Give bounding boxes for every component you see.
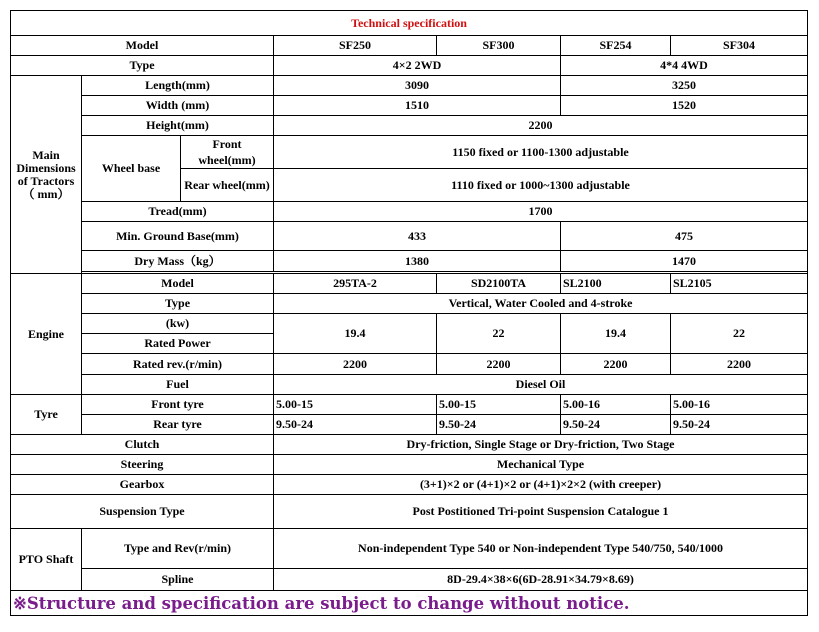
- engine-model-4: SL2105: [671, 274, 808, 294]
- label-engine-type: Type: [82, 294, 274, 314]
- label-front-tyre: Front tyre: [82, 395, 274, 415]
- model-sf254: SF254: [561, 36, 671, 56]
- engine-model-2: SD2100TA: [437, 274, 561, 294]
- model-sf250: SF250: [274, 36, 437, 56]
- front-wheelbase-value: 1150 fixed or 1100-1300 adjustable: [274, 136, 808, 169]
- label-tyre: Tyre: [11, 395, 82, 435]
- fuel-value: Diesel Oil: [274, 375, 808, 395]
- rear-tyre-1: 9.50-24: [274, 415, 437, 435]
- table-title: Technical specification: [11, 11, 808, 36]
- label-kw: (kw): [82, 314, 274, 334]
- rev-3: 2200: [561, 354, 671, 375]
- power-1: 19.4: [274, 314, 437, 354]
- clutch-value: Dry-friction, Single Stage or Dry-friction, Two Stage: [274, 435, 808, 455]
- dry-mass-2wd: 1380: [274, 251, 561, 272]
- rev-2: 2200: [437, 354, 561, 375]
- steering-value: Mechanical Type: [274, 455, 808, 475]
- label-tread: Tread(mm): [82, 202, 274, 222]
- label-engine: Engine: [11, 274, 82, 395]
- rear-tyre-4: 9.50-24: [671, 415, 808, 435]
- label-rated-rev: Rated rev.(r/min): [82, 354, 274, 375]
- model-sf304: SF304: [671, 36, 808, 56]
- label-width: Width (mm): [82, 96, 274, 116]
- front-tyre-3: 5.00-16: [561, 395, 671, 415]
- front-tyre-1: 5.00-15: [274, 395, 437, 415]
- front-tyre-4: 5.00-16: [671, 395, 808, 415]
- pto-rev-value: Non-independent Type 540 or Non-independent Type 540/750, 540/1000: [274, 529, 808, 569]
- label-length: Length(mm): [82, 76, 274, 96]
- length-2wd: 3090: [274, 76, 561, 96]
- ground-base-2wd: 433: [274, 222, 561, 251]
- spline-value: 8D-29.4×38×6(6D-28.91×34.79×8.69): [274, 569, 808, 591]
- model-sf300: SF300: [437, 36, 561, 56]
- rear-wheelbase-value: 1110 fixed or 1000~1300 adjustable: [274, 169, 808, 202]
- tread-value: 1700: [274, 202, 808, 222]
- label-rear-tyre: Rear tyre: [82, 415, 274, 435]
- label-type: Type: [11, 56, 274, 76]
- rear-tyre-2: 9.50-24: [437, 415, 561, 435]
- power-2: 22: [437, 314, 561, 354]
- disclaimer-note: ※Structure and specification are subject to change without notice.: [11, 591, 808, 616]
- power-4: 22: [671, 314, 808, 354]
- front-tyre-2: 5.00-15: [437, 395, 561, 415]
- suspension-value: Post Postitioned Tri-point Suspension Catalogue 1: [274, 495, 808, 529]
- label-suspension: Suspension Type: [11, 495, 274, 529]
- rear-tyre-3: 9.50-24: [561, 415, 671, 435]
- label-main-dimensions: Main Dimensions of Tractors（ mm）: [11, 76, 82, 274]
- label-clutch: Clutch: [11, 435, 274, 455]
- type-2wd: 4×2 2WD: [274, 56, 561, 76]
- label-type-rev: Type and Rev(r/min): [82, 529, 274, 569]
- label-ground-base: Min. Ground Base(mm): [82, 222, 274, 251]
- dry-mass-4wd: 1470: [561, 251, 808, 272]
- height-value: 2200: [274, 116, 808, 136]
- gearbox-value: (3+1)×2 or (4+1)×2 or (4+1)×2×2 (with creeper): [274, 475, 808, 495]
- length-4wd: 3250: [561, 76, 808, 96]
- label-rated-power: Rated Power: [82, 334, 274, 354]
- label-fuel: Fuel: [82, 375, 274, 395]
- rev-4: 2200: [671, 354, 808, 375]
- label-model: Model: [11, 36, 274, 56]
- label-dry-mass: Dry Mass（kg）: [82, 251, 274, 272]
- ground-base-4wd: 475: [561, 222, 808, 251]
- technical-specification-table: [10, 10, 808, 616]
- label-engine-model: Model: [82, 274, 274, 294]
- engine-model-3: SL2100: [561, 274, 671, 294]
- label-height: Height(mm): [82, 116, 274, 136]
- power-3: 19.4: [561, 314, 671, 354]
- label-gearbox: Gearbox: [11, 475, 274, 495]
- engine-model-1: 295TA-2: [274, 274, 437, 294]
- engine-type-value: Vertical, Water Cooled and 4-stroke: [274, 294, 808, 314]
- rev-1: 2200: [274, 354, 437, 375]
- label-front-wheel: Front wheel(mm): [181, 136, 274, 169]
- label-spline: Spline: [82, 569, 274, 591]
- label-rear-wheel: Rear wheel(mm): [181, 169, 274, 202]
- width-2wd: 1510: [274, 96, 561, 116]
- label-steering: Steering: [11, 455, 274, 475]
- width-4wd: 1520: [561, 96, 808, 116]
- label-pto-shaft: PTO Shaft: [11, 529, 82, 591]
- label-wheel-base: Wheel base: [82, 136, 181, 202]
- type-4wd: 4*4 4WD: [561, 56, 808, 76]
